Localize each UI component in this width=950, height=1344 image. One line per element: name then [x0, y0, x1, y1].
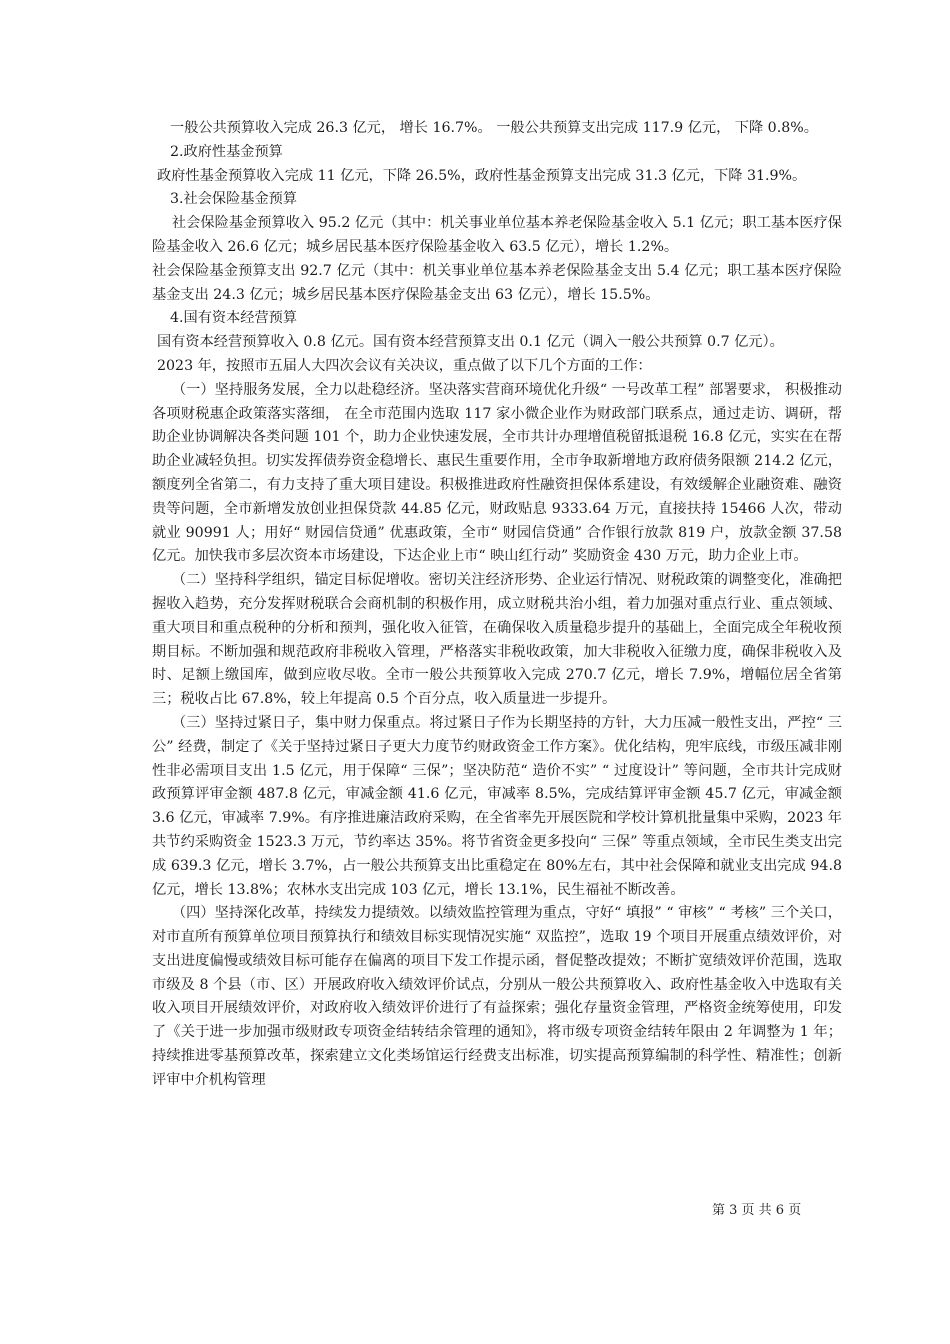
heading-government-fund: 2.政府性基金预算 — [170, 143, 283, 160]
section-three: （三）坚持过紧日子，集中财力保重点。将过紧日子作为长期坚持的方针，大力压减一般性支出，严控“ 三公” 经费，制定了《关于坚持过紧日子更大力度节约财政资金工作方案》。优化结构，兜牢底线，市级压减非刚性非必需项目支出 1.5 亿元，用于保障“ 三保”；坚决防范“ 造价不实” “ 过度设计” 等问题，全市共计完成财政预算评审金额 487.8 亿元，审减金额 41.6 亿元，审减率 8.5%，完成结算评审金额 45.7 亿元，审减金额 3.6 亿元，审减率 7.9%。有序推进廉洁政府采购，在全省率先开展医院和学校计算机批量集中采购，2023 年共节约采购资金 1523.3 万元，节约率达 35%。将节省资金更多投向“ 三保” 等重点领域，全市民生类支出完成 639.3 亿元，增长 3.7%，占一般公共预算支出比重稳定在 80%左右，其中社会保障和就业支出完成 94.8 亿元，增长 13.8%；农林水支出完成 103 亿元，增长 13.1%，民生福祉不断改善。 — [152, 714, 842, 898]
page-footer: 第 3 页 共 6 页 — [712, 1203, 802, 1218]
document-body — [152, 117, 842, 1093]
heading-state-capital: 4.国有资本经营预算 — [170, 310, 298, 327]
social-insurance-income: 社会保险基金预算收入 95.2 亿元（其中：机关事业单位基本养老保险基金收入 5.1 亿元；职工基本医疗保险基金收入 26.6 亿元；城乡居民基本医疗保险基金收入 63.5 亿元），增长 1.2%。 — [152, 215, 842, 255]
government-fund-summary: 政府性基金预算收入完成 11 亿元，下降 26.5%，政府性基金预算支出完成 31.3 亿元，下降 31.9%。 — [157, 167, 807, 184]
state-capital-summary: 国有资本经营预算收入 0.8 亿元。国有资本经营预算支出 0.1 亿元（调入一般公共预算 0.7 亿元）。 — [157, 334, 784, 351]
work-intro: 2023 年，按照市五届人大四次会议有关决议，重点做了以下几个方面的工作： — [157, 357, 652, 374]
general-budget-summary: 一般公共预算收入完成 26.3 亿元， 增长 16.7%。 一般公共预算支出完成 117.9 亿元， 下降 0.8%。 — [170, 120, 818, 136]
heading-social-insurance: 3.社会保险基金预算 — [170, 191, 298, 208]
section-one: （一）坚持服务发展，全力以赴稳经济。坚决落实营商环境优化升级“ 一号改革工程” 部署要求， 积极推动各项财税惠企政策落实落细， 在全市范围内选取 117 家小微企业作为财政部门联系点，通过走访、调研，帮助企业协调解决各类问题 101 个，助力企业快速发展，全市共计办理增值税留抵退税 16.8 亿元，实实在在帮助企业减轻负担。切实发挥债券资金稳增长、惠民生重要作用，全市争取新增地方政府债务限额 214.2 亿元，额度列全省第二，有力支持了重大项目建设。积极推进政府性融资担保体系建设，有效缓解企业融资难、融资贵等问题，全市新增发放创业担保贷款 44.85 亿元，财政贴息 9333.64 万元，直接扶持 15466 人次，带动就业 90991 人；用好“ 财园信贷通” 优惠政策，全市“ 财园信贷通” 合作银行放款 819 户，放款金额 37.58 亿元。加快我市多层次资本市场建设，下达企业上市“ 映山红行动” 奖励资金 430 万元，助力企业上市。 — [152, 381, 842, 565]
section-two: （二）坚持科学组织，锚定目标促增收。密切关注经济形势、企业运行情况、财税政策的调整变化，准确把握收入趋势，充分发挥财税联合会商机制的积极作用，成立财税共治小组，着力加强对重点行业、重点领域、重大项目和重点税种的分析和预判，强化收入征管，在确保收入质量稳步提升的基础上，全面完成全年税收预期目标。不断加强和规范政府非税收入管理，严格落实非税收政策，加大非税收入征缴力度，确保非税收入及时、足额上缴国库，做到应收尽收。全市一般公共预算收入完成 270.7 亿元，增长 7.9%，增幅位居全省第三；税收占比 67.8%，较上年提高 0.5 个百分点，收入质量进一步提升。 — [152, 572, 842, 708]
section-four: （四）坚持深化改革，持续发力提绩效。以绩效监控管理为重点，守好“ 填报” “ 审核” “ 考核” 三个关口，对市直所有预算单位项目预算执行和绩效目标实现情况实施“ 双监控”，选取 19 个项目开展重点绩效评价，对支出进度偏慢或绩效目标可能存在偏离的项目下发工作提示函，督促整改提效；不断扩宽绩效评价范围，选取市级及 8 个县（市、区）开展政府收入绩效评价试点，分别从一般公共预算收入、政府性基金收入中选取有关收入项目开展绩效评价，对政府收入绩效评价进行了有益探索；强化存量资金管理，严格资金统筹使用，印发了《关于进一步加强市级财政专项资金结转结余管理的通知》，将市级专项资金结转年限由 2 年调整为 1 年；持续推进零基预算改革，探索建立文化类场馆运行经费支出标准，切实提高预算编制的科学性、精准性；创新评审中介机构管理 — [152, 905, 842, 1088]
social-insurance-expense: 社会保险基金预算支出 92.7 亿元（其中：机关事业单位基本养老保险基金支出 5.4 亿元；职工基本医疗保险基金支出 24.3 亿元；城乡居民基本医疗保险基金支出 63 亿元），增长 15.5%。 — [152, 262, 842, 303]
